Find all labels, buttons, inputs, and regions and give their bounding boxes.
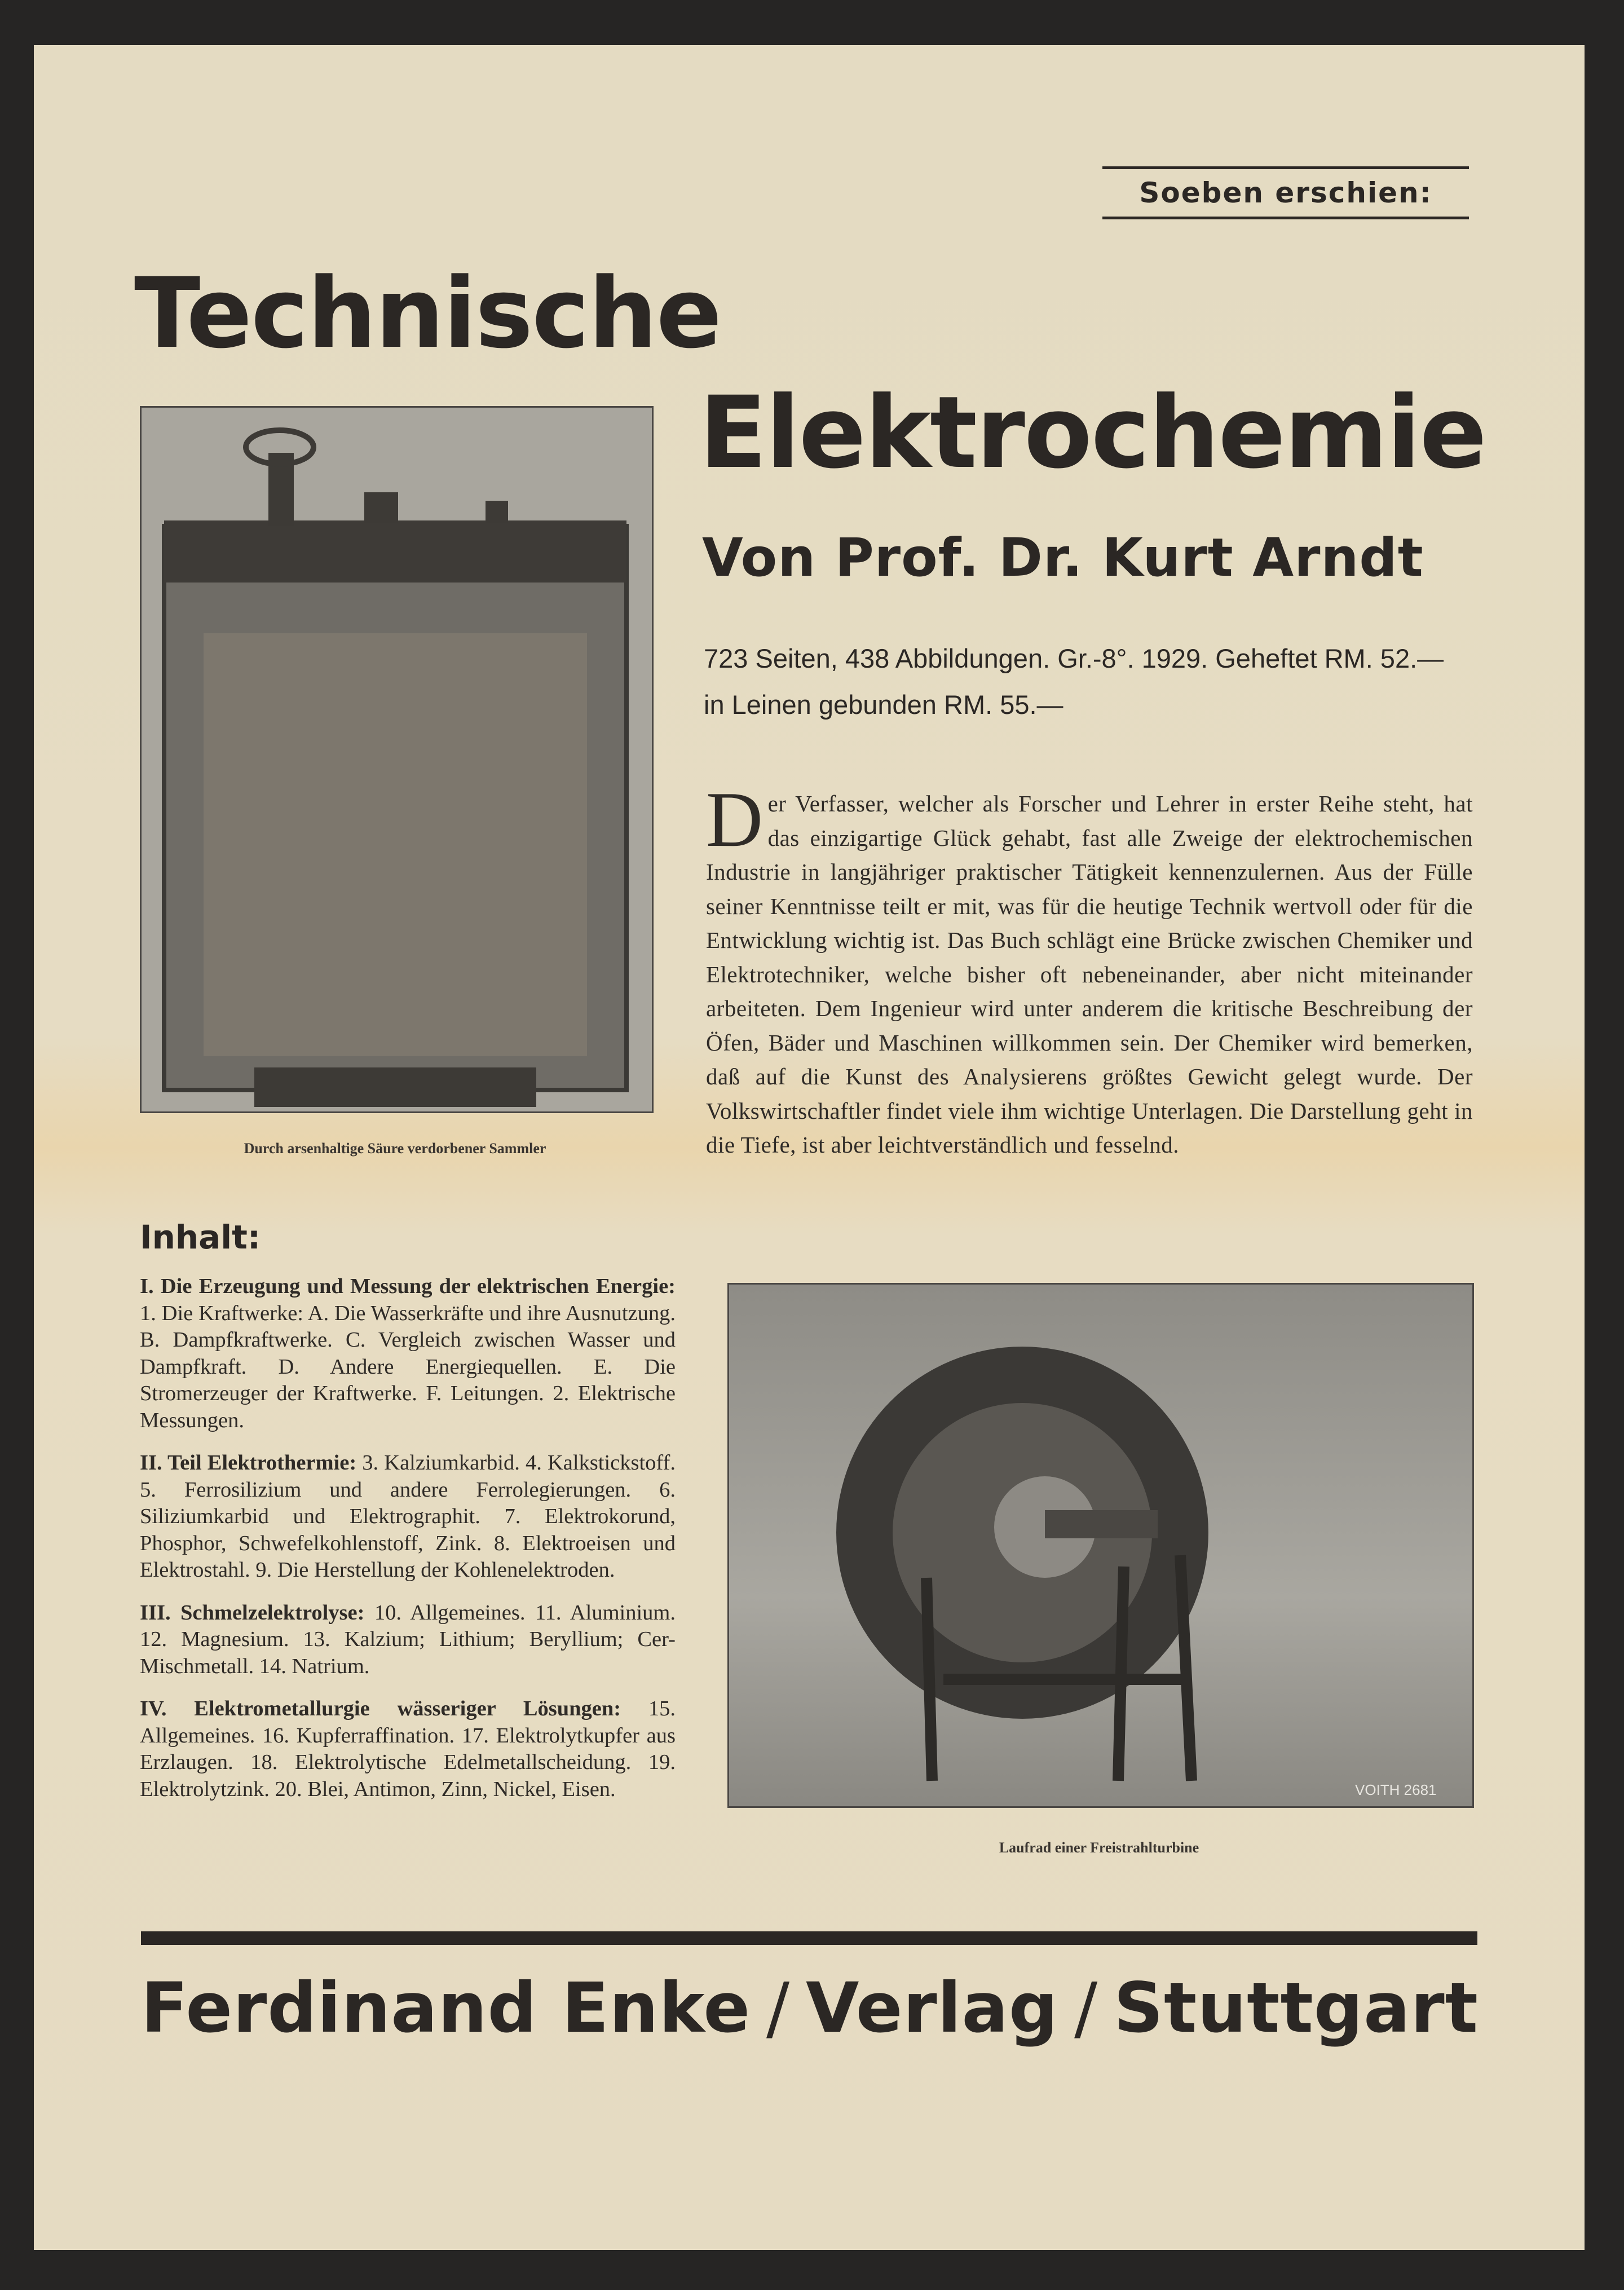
contents-section-2 <box>140 1450 676 1584</box>
battery-caption: Durch arsenhaltige Säure verdorbener Sammler <box>244 1140 546 1157</box>
contents-list <box>140 1273 676 1819</box>
title-line-2: Elektrochemie <box>699 375 1486 491</box>
description <box>706 776 1473 1162</box>
contents-section-3 <box>140 1600 676 1680</box>
contents-section-1 <box>140 1273 676 1434</box>
section-title: I. Die Erzeugung und Messung der elektrischen Energie: <box>140 1274 676 1298</box>
separator: / <box>766 1968 791 2048</box>
drop-cap: D <box>706 776 764 863</box>
title-line-1: Technische <box>134 257 721 370</box>
publisher-city: Stuttgart <box>1114 1968 1479 2048</box>
description-text: er Verfasser, welcher als Forscher und Lehrer in erster Reihe steht, hat das einzigartige Glück gehabt, fast alle Zweige der elektrochemischen Industrie in langjähriger praktischer Tätigkeit kennenzulernen. Aus der Fülle seiner Kenntnisse teilt er mit, was für die heutige Technik wertvoll oder für die Entwicklung wichtig ist. Das Buch schlägt eine Brücke zwischen Chemiker und Elektrotechniker, welche bisher oft nebeneinander, aber nicht miteinander arbeiteten. Dem Ingenieur wird unter anderem die kritische Beschreibung der Öfen, Bäder und Maschinen willkommen sein. Der Chemiker wird bemerken, daß auf die Kunst des Analysierens größtes Gewicht gelegt wurde. Der Volkswirtschaftler findet viele ihm wichtige Unterlagen. Die Darstellung geht in die Tiefe, ist aber leichtverständlich und fesselnd. <box>706 791 1473 1158</box>
section-text: 1. Die Kraftwerke: A. Die Wasserkräfte und ihre Ausnutzung. B. Dampfkraftwerke. C. Vergleich zwischen Wasser und Dampfkraft. D. Andere Energiequellen. E. Die Stromerzeuger der Kraftwerke. F. Leitungen. 2. Elektrische Messungen. <box>140 1301 676 1432</box>
turbine-illustration <box>729 1285 1472 1806</box>
publisher-type: Verlag <box>806 1968 1059 2048</box>
section-title: II. Teil Elektrothermie: <box>140 1451 357 1475</box>
section-title: IV. Elektrometallurgie wässeriger Lösungen: <box>140 1697 621 1720</box>
footer-rule <box>141 1931 1477 1945</box>
turbine-mark: VOITH 2681 <box>1355 1781 1437 1798</box>
section-title: III. Schmelzelektrolyse: <box>140 1600 365 1625</box>
book-details-line-2: in Leinen gebunden RM. 55.— <box>704 690 1063 720</box>
battery-photo <box>140 406 654 1113</box>
battery-illustration <box>142 408 652 1111</box>
book-details-line-1: 723 Seiten, 438 Abbildungen. Gr.-8°. 1929. Geheftet RM. 52.— <box>704 643 1444 673</box>
publisher-name: Ferdinand Enke <box>141 1968 751 2048</box>
turbine-photo <box>727 1283 1474 1808</box>
contents-section-4 <box>140 1696 676 1803</box>
section-text: 3. Kalziumkarbid. 4. Kalkstickstoff. 5. Ferrosilizium und andere Ferrolegierungen. 6. Siliziumkarbid und Elektrographit. 7. Elektrokorund, Phosphor, Schwefelkohlenstoff, Zink. 8. Elektroeisen und Elektrostahl. 9. Die Herstellung der Kohlenelektroden. <box>140 1451 676 1582</box>
author: Von Prof. Dr. Kurt Arndt <box>702 527 1424 589</box>
announcement-banner: Soeben erschien: <box>1102 166 1469 219</box>
section-text: 15. Allgemeines. 16. Kupferraffination. 17. Elektrolytkupfer aus Erzlaugen. 18. Elektrolytische Edelmetallscheidung. 19. Elektrolytzink. 20. Blei, Antimon, Zinn, Nickel, Eisen. <box>140 1697 676 1801</box>
publisher-footer <box>141 1968 1479 2048</box>
separator: / <box>1074 1968 1098 2048</box>
contents-heading: Inhalt: <box>140 1218 261 1256</box>
section-text: 10. Allgemeines. 11. Aluminium. 12. Magnesium. 13. Kalzium; Lithium; Beryllium; Cer-Mischmetall. 14. Natrium. <box>140 1600 676 1678</box>
turbine-caption: Laufrad einer Freistrahlturbine <box>999 1839 1199 1856</box>
